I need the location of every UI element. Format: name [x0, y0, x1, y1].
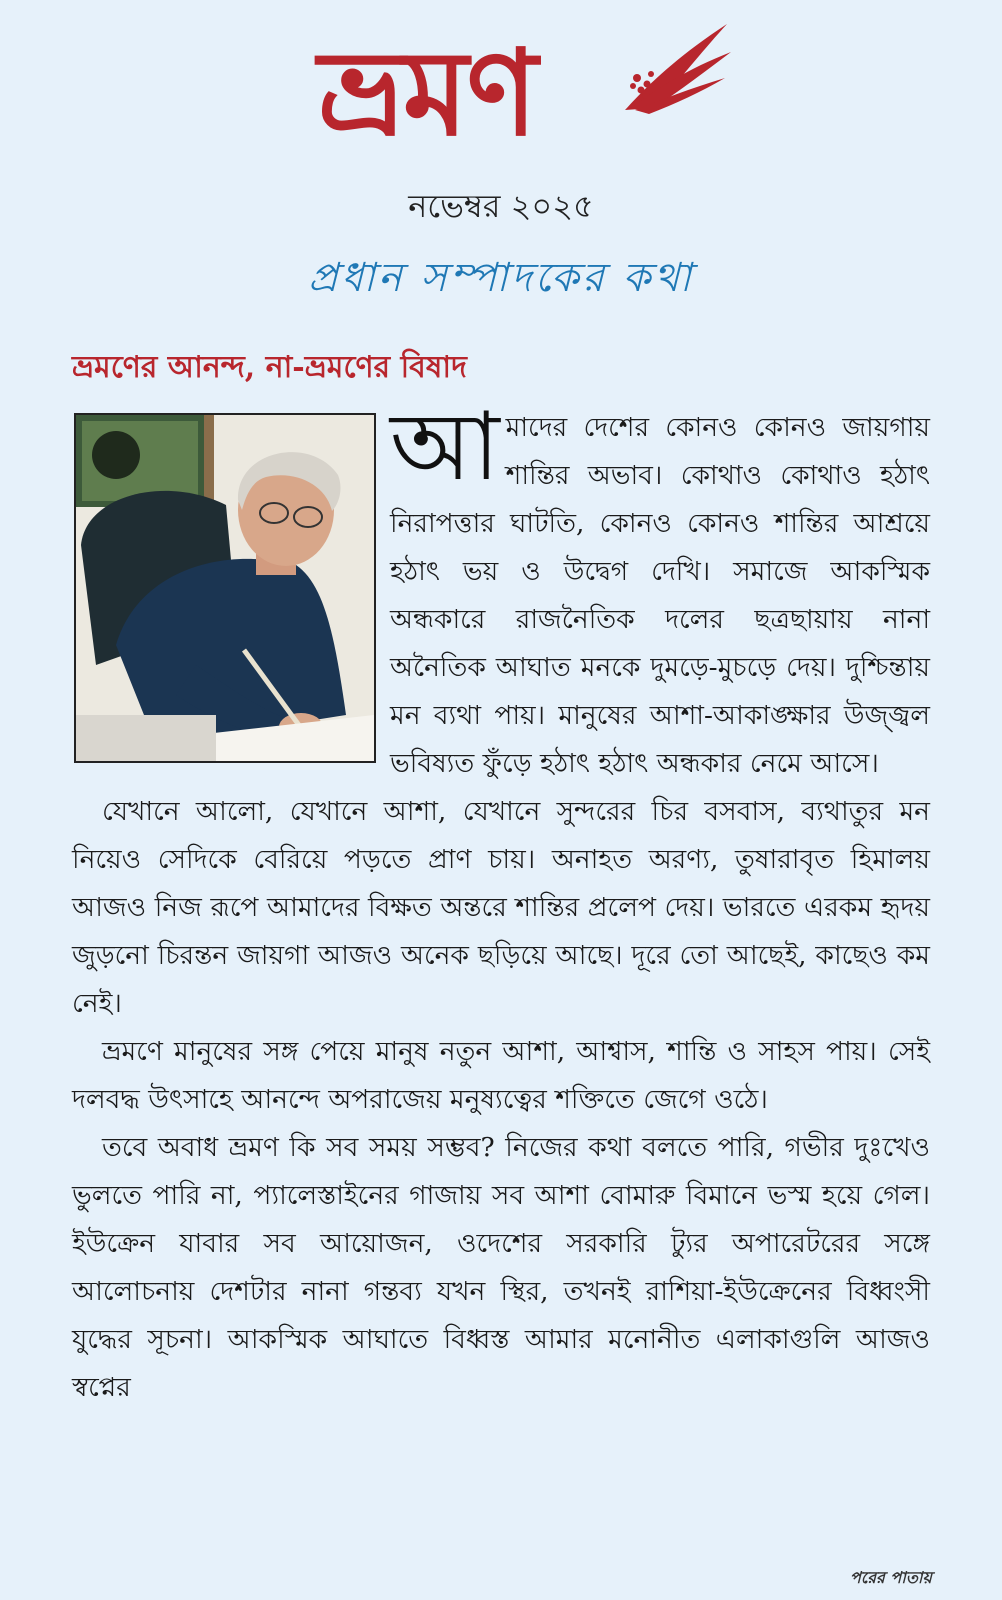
- article-paragraph: মাদের দেশের কোনও কোনও জায়গায় শান্তির অভাব। কোথাও কোথাও হঠাৎ নিরাপত্তার ঘাটতি, কোনও কোনও শান্তির আশ্রয়ে হঠাৎ ভয় ও উদ্বেগ দেখি। সমাজে আকস্মিক অন্ধকারে রাজনৈতিক দলের ছত্রছায়ায় নানা অনৈতিক আঘাত মনকে দুমড়ে-মুচড়ে দেয়। দুশ্চিন্তায় মন ব্যথা পায়। মানুষের আশা-আকাঙ্ক্ষার উজ্জ্বল ভবিষ্যত ফুঁড়ে হঠাৎ হঠাৎ অন্ধকার নেমে আসে।: [390, 412, 930, 779]
- issue-date: নভেম্বর ২০২৫: [408, 187, 594, 225]
- article-body: [72, 393, 930, 1412]
- article-headline: ভ্রমণের আনন্দ, না-ভ্রমণের বিষাদ: [72, 350, 467, 385]
- wing-logo-icon: [615, 18, 735, 118]
- article-paragraph: যেখানে আলো, যেখানে আশা, যেখানে সুন্দরের চির বসবাস, ব্যথাতুর মন নিয়েও সেদিকে বেরিয়ে পড়তে প্রাণ চায়। অনাহত অরণ্য, তুষারাবৃত হিমালয় আজও নিজ রূপে আমাদের বিক্ষত অন্তরে শান্তির প্রলেপ দেয়। ভারতে এরকম হৃদয় জুড়নো চিরন্তন জায়গা আজও অনেক ছড়িয়ে আছে। দূরে তো আছেই, কাছেও কম নেই।: [72, 796, 930, 1019]
- article-paragraph: তবে অবাধ ভ্রমণ কি সব সময় সম্ভব? নিজের কথা বলতে পারি, গভীর দুঃখেও ভুলতে পারি না, প্যালেস্তাইনের গাজায় সব আশা বোমারু বিমানে ভস্ম হয়ে গেল। ইউক্রেন যাবার সব আয়োজন, ওদেশের সরকারি ট্যুর অপারেটরের সঙ্গে আলোচনায় দেশটার নানা গন্তব্য যখন স্থির, তখনই রাশিয়া-ইউক্রেনের বিধ্বংসী যুদ্ধের সূচনা। আকস্মিক আঘাতে বিধ্বস্ত আমার মনোনীত এলাকাগুলি আজও স্বপ্নের: [72, 1132, 930, 1403]
- article-paragraph: ভ্রমণে মানুষের সঙ্গ পেয়ে মানুষ নতুন আশা, আশ্বাস, শান্তি ও সাহস পায়। সেই দলবদ্ধ উৎসাহে আনন্দে অপরাজেয় মনুষ্যত্বের শক্তিতে জেগে ওঠে।: [72, 1036, 930, 1115]
- section-title: প্রধান সম্পাদকের কথা: [307, 255, 695, 301]
- masthead: [0, 8, 1002, 188]
- drop-cap: আ: [390, 393, 500, 502]
- magazine-logo: ভ্রমণ: [318, 23, 536, 162]
- photo-spacer: [72, 404, 390, 786]
- continued-next-page-label: পরের পাতায়: [849, 1568, 932, 1587]
